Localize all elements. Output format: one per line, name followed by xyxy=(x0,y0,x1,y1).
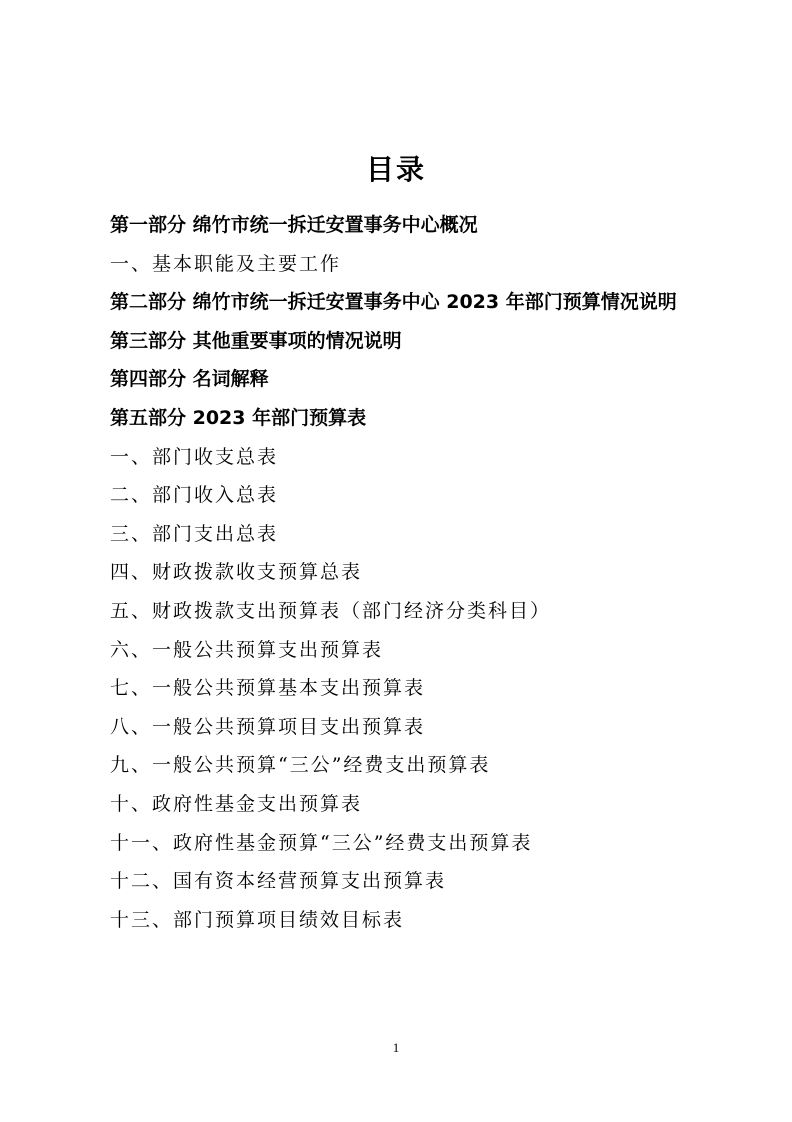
toc-item-table-2: 二、部门收入总表 xyxy=(110,484,279,507)
toc-item-table-5: 五、财政拨款支出预算表（部门经济分类科目） xyxy=(110,599,552,622)
toc-item-table-6: 六、一般公共预算支出预算表 xyxy=(110,638,384,661)
toc-item-part-5: 第五部分 2023 年部门预算表 xyxy=(110,406,367,429)
toc-item-table-12: 十二、国有资本经营预算支出预算表 xyxy=(110,870,447,893)
page-title: 目录 xyxy=(365,153,426,186)
toc-item-table-9: 九、一般公共预算“三公”经费支出预算表 xyxy=(110,754,491,777)
page-number: 1 xyxy=(392,1040,400,1055)
toc-item-table-7: 七、一般公共预算基本支出预算表 xyxy=(110,677,426,700)
toc-item-part-2: 第二部分 绵竹市统一拆迁安置事务中心 2023 年部门预算情况说明 xyxy=(110,291,677,314)
toc-item-table-1: 一、部门收支总表 xyxy=(110,445,279,468)
toc-item-part-1: 第一部分 绵竹市统一拆迁安置事务中心概况 xyxy=(110,214,478,236)
toc-item-table-13: 十三、部门预算项目绩效目标表 xyxy=(110,908,405,931)
toc-item-table-10: 十、政府性基金支出预算表 xyxy=(110,792,363,815)
toc-item-table-11: 十一、政府性基金预算“三公”经费支出预算表 xyxy=(110,831,533,854)
toc-item-table-8: 八、一般公共预算项目支出预算表 xyxy=(110,715,426,738)
toc-item-table-3: 三、部门支出总表 xyxy=(110,522,279,545)
toc-item-part-4: 第四部分 名词解释 xyxy=(110,368,269,391)
toc-item-table-4: 四、财政拨款收支预算总表 xyxy=(110,561,363,584)
table-of-contents xyxy=(110,206,710,939)
toc-item-part-1-section-1: 一、基本职能及主要工作 xyxy=(110,252,342,275)
toc-item-part-3: 第三部分 其他重要事项的情况说明 xyxy=(110,329,402,352)
